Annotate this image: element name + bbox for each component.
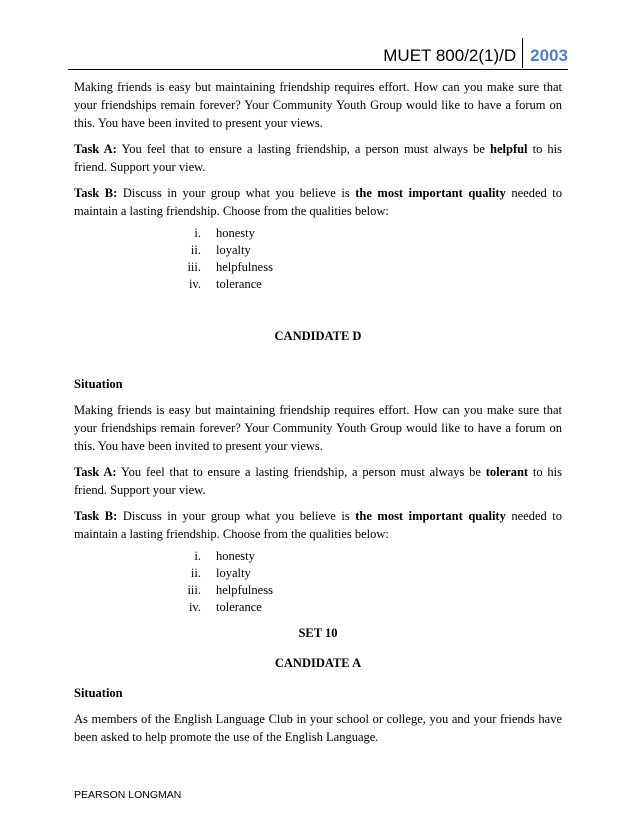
list-number: i. bbox=[194, 549, 201, 563]
list-text: honesty bbox=[216, 226, 255, 240]
list-text: honesty bbox=[216, 549, 255, 563]
intro-paragraph: Making friends is easy but maintaining friendship requires effort. How can you make sure that your friendships remain forever? Your Community Youth Group would like to have a forum on this. You have been invited to present your views. bbox=[74, 80, 562, 130]
task-b-keyword: the most important quality bbox=[355, 186, 506, 200]
list-item bbox=[74, 599, 562, 616]
list-number: iv. bbox=[188, 277, 201, 291]
task-a-label: Task A: bbox=[74, 465, 117, 479]
list-text: helpfulness bbox=[216, 260, 273, 274]
list-number: iii. bbox=[187, 260, 201, 274]
list-number: i. bbox=[194, 226, 201, 240]
task-b-label: Task B: bbox=[74, 186, 118, 200]
task-a-keyword: tolerant bbox=[485, 465, 529, 479]
task-a-text-end: to his friend. Support your view. bbox=[74, 465, 562, 497]
task-b bbox=[74, 507, 562, 543]
intro-paragraph: As members of the English Language Club in your school or college, you and your friends have been asked to help promote the use of the English Language. bbox=[74, 712, 562, 744]
list-item bbox=[74, 582, 562, 599]
list-item bbox=[74, 242, 562, 259]
list-number: ii. bbox=[190, 566, 201, 580]
list-item bbox=[74, 565, 562, 582]
list-number: ii. bbox=[190, 243, 201, 257]
task-b-text-end: needed to maintain a lasting friendship. Choose from the qualities below: bbox=[74, 186, 562, 218]
page-footer: PEARSON LONGMAN bbox=[74, 789, 182, 801]
task-a-text: You feel that to ensure a lasting friendship, a person must always be bbox=[116, 142, 491, 156]
list-number: iv. bbox=[188, 600, 201, 614]
task-b-text-end: needed to maintain a lasting friendship. Choose from the qualities below: bbox=[74, 509, 562, 541]
list-text: helpfulness bbox=[216, 583, 273, 597]
task-b-text: Discuss in your group what you believe is bbox=[117, 509, 356, 523]
task-a-keyword: helpful bbox=[490, 142, 528, 156]
document-body bbox=[74, 70, 562, 746]
list-item bbox=[74, 548, 562, 565]
task-b-text: Discuss in your group what you believe is bbox=[117, 186, 356, 200]
page-header bbox=[383, 38, 568, 68]
exam-code: MUET 800/2(1)/D bbox=[383, 46, 517, 65]
task-a bbox=[74, 463, 562, 499]
qualities-list bbox=[74, 225, 562, 293]
task-a bbox=[74, 140, 562, 176]
situation-heading bbox=[74, 375, 562, 393]
candidate-a-heading: CANDIDATE A bbox=[274, 656, 362, 670]
situation-heading bbox=[74, 684, 562, 702]
task-b-keyword: the most important quality bbox=[355, 509, 506, 523]
list-item bbox=[74, 225, 562, 242]
list-text: tolerance bbox=[216, 277, 262, 291]
situation-label: Situation bbox=[74, 377, 123, 391]
list-item bbox=[74, 276, 562, 293]
set-heading: SET 10 bbox=[298, 626, 338, 640]
intro-paragraph: Making friends is easy but maintaining friendship requires effort. How can you make sure that your friendships remain forever? Your Community Youth Group would like to have a forum on this. You have been invited to present your views. bbox=[74, 403, 562, 453]
list-text: loyalty bbox=[216, 243, 251, 257]
task-a-label: Task A: bbox=[74, 142, 117, 156]
task-b bbox=[74, 184, 562, 220]
task-b-label: Task B: bbox=[74, 509, 118, 523]
list-number: iii. bbox=[187, 583, 201, 597]
task-a-text: You feel that to ensure a lasting friendship, a person must always be bbox=[116, 465, 486, 479]
task-a-text-end: to his friend. Support your view. bbox=[74, 142, 563, 174]
candidate-d-heading: CANDIDATE D bbox=[274, 329, 362, 343]
exam-year: 2003 bbox=[530, 46, 568, 65]
situation-label: Situation bbox=[74, 686, 123, 700]
list-text: tolerance bbox=[216, 600, 262, 614]
list-item bbox=[74, 259, 562, 276]
list-text: loyalty bbox=[216, 566, 251, 580]
qualities-list bbox=[74, 548, 562, 616]
